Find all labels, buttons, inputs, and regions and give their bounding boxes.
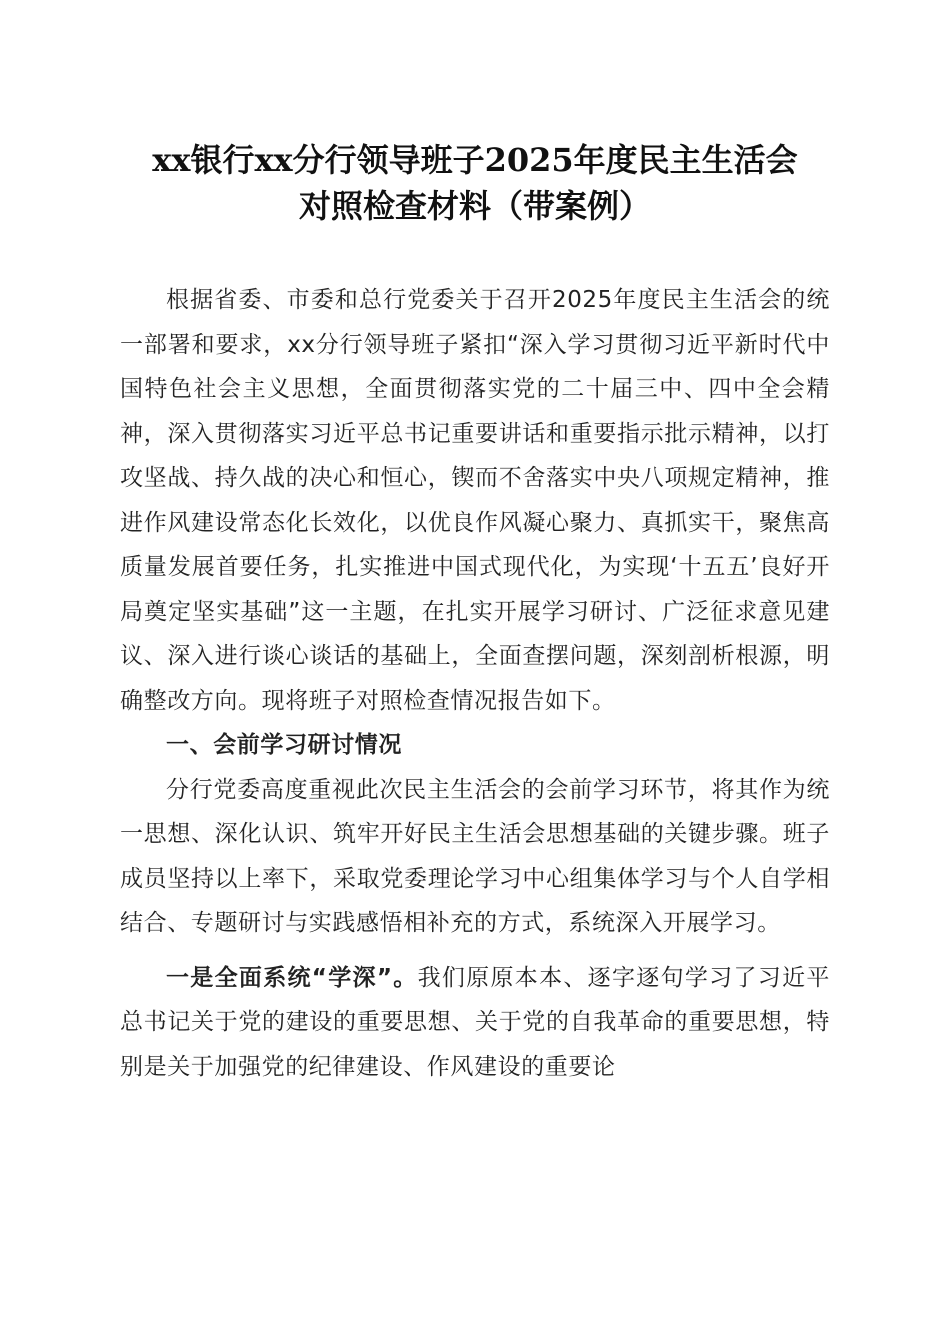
document-body — [120, 278, 830, 1089]
point-1-lead: 一是全面系统“学深”。 — [166, 964, 418, 991]
paragraph-gap — [120, 946, 830, 956]
point-1-text: 我们原原本本、逐字逐句学习了习近平总书记关于党的建设的重要思想、关于党的自我革命的重要思想，特别是关于加强党的纪律建设、作风建设的重要论 — [120, 964, 830, 1080]
intro-paragraph: 根据省委、市委和总行党委关于召开2025年度民主生活会的统一部署和要求，xx分行领导班子紧扣“深入学习贯彻习近平新时代中国特色社会主义思想，全面贯彻落实党的二十届三中、四中全会精神，深入贯彻落实习近平总书记重要讲话和重要指示批示精神，以打攻坚战、持久战的决心和恒心，锲而不舍落实中央八项规定精神，推进作风建设常态化长效化，以优良作风凝心聚力、真抓实干，聚焦高质量发展首要任务，扎实推进中国式现代化，为实现‘十五五’良好开局奠定坚实基础”这一主题，在扎实开展学习研讨、广泛征求意见建议、深入进行谈心谈话的基础上，全面查摆问题，深刻剖析根源，明确整改方向。现将班子对照检查情况报告如下。 — [120, 287, 830, 714]
point-1-paragraph — [120, 956, 830, 1090]
section-1-paragraph: 分行党委高度重视此次民主生活会的会前学习环节，将其作为统一思想、深化认识、筑牢开好民主生活会思想基础的关键步骤。班子成员坚持以上率下，采取党委理论学习中心组集体学习与个人自学相结合、专题研讨与实践感悟相补充的方式，系统深入开展学习。 — [120, 776, 830, 936]
document-title-line-1: xx银行xx分行领导班子2025年度民主生活会 — [152, 141, 798, 179]
document-title-line-2: 对照检查材料（带案例） — [298, 187, 651, 225]
section-1-heading: 一、会前学习研讨情况 — [166, 732, 402, 758]
